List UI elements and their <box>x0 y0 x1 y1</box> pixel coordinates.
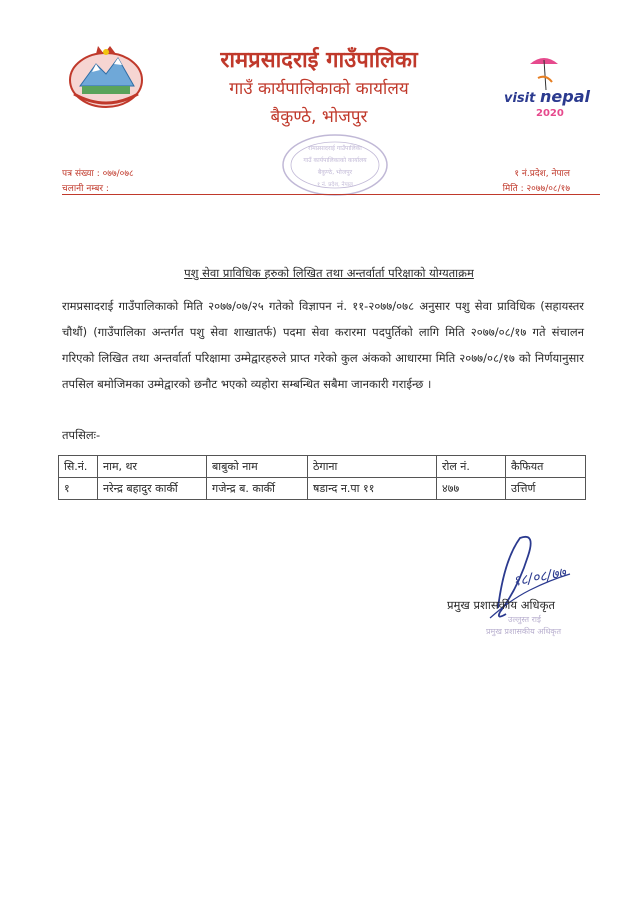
visit-year: 2020 <box>536 108 564 119</box>
header-divider <box>62 194 600 195</box>
cell-roll: ४७७ <box>437 478 506 500</box>
header-sn: सि.नं. <box>59 456 98 478</box>
visit-word: visit <box>504 91 536 106</box>
seal-title: प्रमुख प्रशासकीय अधिकृत <box>486 627 562 636</box>
tapasil-label: तपसिलः- <box>62 428 101 442</box>
stamp-line-3: बैकुण्ठे, भोजपुर <box>317 169 353 176</box>
signature-date: १८/०८/७७ <box>511 564 568 590</box>
stamp-line-1: रामप्रसादराई गाउँपालिका <box>308 145 362 152</box>
cell-address: षडान्द न.पा ११ <box>308 478 437 500</box>
chalani-number: चलानी नम्बर : <box>62 184 109 194</box>
table-row <box>59 478 586 500</box>
stamp-line-4: १ नं. प्रदेश, नेपाल <box>317 182 353 188</box>
cell-sn: १ <box>59 478 98 500</box>
signatory-title: प्रमुख प्रशासकीय अधिकृत <box>447 598 555 612</box>
nepal-word: nepal <box>540 87 590 106</box>
subject-text: पशु सेवा प्राविधिक हरुको लिखित तथा अन्तर्वार्ता परिक्षाको योग्यताक्रम <box>184 266 474 280</box>
header-address: ठेगाना <box>308 456 437 478</box>
patra-sankhya: पत्र संख्या : ०७७/०७८ <box>62 169 134 179</box>
seal-name: उल्लुस्त राई <box>508 615 541 624</box>
cell-remarks: उत्तिर्ण <box>506 478 586 500</box>
header-roll: रोल नं. <box>437 456 506 478</box>
office-address: बैकुण्ठे, भोजपुर <box>270 107 368 127</box>
signature-seal <box>486 614 561 638</box>
header-name: नाम, थर <box>98 456 207 478</box>
table-header-row <box>59 456 586 478</box>
cell-name: नरेन्द्र बहादुर कार्की <box>98 478 207 500</box>
subject-line <box>60 266 598 281</box>
body-paragraph: रामप्रसादराई गाउँपालिकाको मिति २०७७/०७/२५ गतेको विज्ञापन नं. ११-२०७७/०७८ अनुसार पशु सेवा प्राविधिक (सहायस्तर चौथौं) (गाउँपालिका अन्तर्गत पशु सेवा शाखातर्फ) पदमा सेवा करारमा पदपुर्तिको लागि मिति २०७७/०८/१७ गते संचालन गरिएको लिखित तथा अन्तर्वार्ता परिक्षामा उम्मेद्वारहरुले प्राप्त गरेको कुल अंकको आधारमा मिति २०७७/०८/१७ को निर्णयानुसार तपसिल बमोजिमका उम्मेद्वारको छनौट भएको व्यहोरा सम्बन्धित सबैमा जानकारी गराईन्छ । <box>62 299 584 391</box>
cell-father: गजेन्द्र ब. कार्की <box>207 478 308 500</box>
office-stamp <box>280 132 390 198</box>
header-father: बाबुको नाम <box>207 456 308 478</box>
stamp-line-2: गाउँ कार्यपालिकाको कार्यालय <box>303 157 367 164</box>
nepal-emblem-icon <box>66 42 146 110</box>
org-name: रामप्रसादराई गाउँपालिका <box>220 48 418 73</box>
office-name: गाउँ कार्यपालिकाको कार्यालय <box>229 79 409 99</box>
results-table <box>58 455 586 500</box>
visit-nepal-logo <box>500 50 604 122</box>
header-remarks: कैफियत <box>506 456 586 478</box>
letter-date: मिति : २०७७/०८/१७ <box>502 184 570 194</box>
province: १ नं.प्रदेश, नेपाल <box>514 169 570 179</box>
